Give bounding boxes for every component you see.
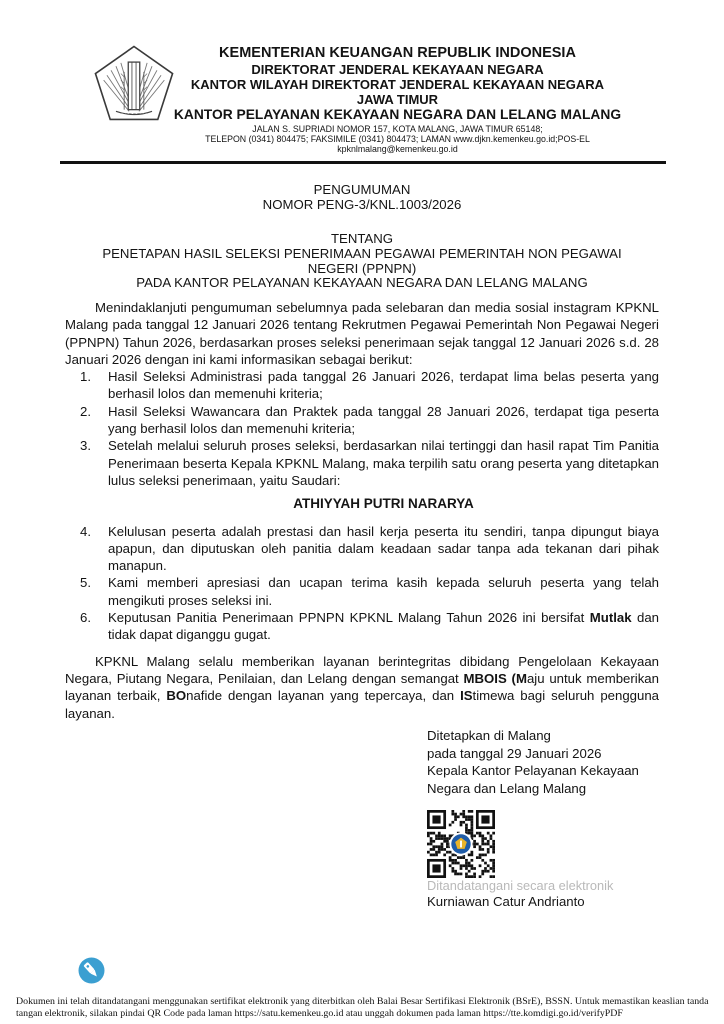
- list-item-text: Kelulusan peserta adalah prestasi dan hasil kerja peserta itu sendiri, tanpa dipungut biaya apapun, dan diputuskan oleh panitia dalam keadaan sadar tanpa ada tekanan dari pihak manapun.: [108, 523, 659, 574]
- list-item: [65, 574, 659, 609]
- signer-name: Kurniawan Catur Andrianto: [427, 893, 585, 909]
- closing-text: aju untuk memberikan layanan terbaik,: [65, 670, 659, 704]
- signer-title: Kepala Kantor Pelayanan Kekayaan: [427, 763, 639, 779]
- esign-note: Ditandatangani secara elektronik: [427, 878, 614, 893]
- closing-bold-is: IS: [460, 688, 473, 704]
- closing-text: nafide dengan layanan yang tepercaya, dan: [186, 688, 461, 704]
- list-item: [65, 437, 659, 489]
- office-name: KANTOR PELAYANAN KEKAYAAN NEGARA DAN LELANG MALANG: [173, 107, 622, 122]
- esign-block: [427, 878, 613, 910]
- list-item-text: Hasil Seleksi Wawancara dan Praktek pada tanggal 28 Januari 2026, terdapat tiga peserta yang berhasil lolos dan memenuhi kriteria;: [108, 403, 659, 437]
- list-item-number: 3.: [80, 438, 91, 454]
- document-body: [65, 299, 659, 722]
- list-item: [65, 403, 659, 438]
- letterhead: [130, 45, 665, 154]
- subject-line: NEGERI (PPNPN): [307, 260, 417, 276]
- signature-date: pada tanggal 29 Januari 2026: [427, 745, 602, 761]
- office-contact: TELEPON (0341) 804475; FAKSIMILE (0341) 804473; LAMAN www.djkn.kemenkeu.go.id;POS-EL: [205, 133, 590, 144]
- item6-text: dan tidak dapat diganggu gugat.: [108, 610, 659, 643]
- office-address: JALAN S. SUPRIADI NOMOR 157, KOTA MALANG, JAWA TIMUR 65148;: [252, 123, 543, 134]
- opening-paragraph: Menindaklanjuti pengumuman sebelumnya pada selebaran dan media sosial instagram KPKNL Malang pada tanggal 12 Januari 2026 tentang Rekrutmen Pegawai Pemerintah Non Pegawai Negeri (PPNPN) Tahun 2026, berdasarkan proses seleksi penerimaan sejak tanggal 12 Januari 2026 s.d. 28 Januari 2026 dengan ini kami informasikan sebagai berikut:: [65, 300, 659, 367]
- list-item-text: Hasil Seleksi Administrasi pada tanggal 26 Januari 2026, terdapat lima belas peserta yang berhasil lolos dan memenuhi kriteria;: [108, 369, 659, 402]
- selected-candidate-name: ATHIYYAH PUTRI NARARYA: [293, 496, 474, 512]
- closing-paragraph: [65, 653, 659, 722]
- about-label: TENTANG: [330, 230, 394, 246]
- footer-disclaimer-line: Dokumen ini telah ditandatangani menggunakan sertifikat elektronik yang diterbitkan oleh Balai Besar Sertifikasi Elektronik (BSrE), BSSN. Untuk memastikan keaslian tanda: [16, 996, 709, 1007]
- closing-bold-mbois: MBOIS (M: [463, 670, 527, 686]
- item6-bold-word: Mutlak: [589, 610, 632, 626]
- regional-office-name: KANTOR WILAYAH DIREKTORAT JENDERAL KEKAYAAN NEGARA: [190, 77, 605, 92]
- list-item: [65, 609, 659, 644]
- signature-block: [427, 727, 639, 797]
- directorate-name: DIREKTORAT JENDERAL KEKAYAAN NEGARA: [251, 62, 544, 77]
- list-item: [65, 523, 659, 575]
- footer-disclaimer-line: tangan elektronik, silakan pindai QR Code pada laman https://satu.kemenkeu.go.id atau unggah dokumen pada laman https://tte.komdigi.go.id/verifyPDF: [16, 1008, 623, 1020]
- signer-title: Negara dan Lelang Malang: [427, 780, 587, 796]
- ministry-name: KEMENTERIAN KEUANGAN REPUBLIK INDONESIA: [219, 45, 576, 61]
- office-email: kpknlmalang@kemenkeu.go.id: [337, 143, 458, 154]
- list-item-number: 2.: [80, 403, 91, 419]
- list-item-text: [108, 609, 659, 644]
- closing-bold-bo: BO: [166, 688, 187, 704]
- doc-number: NOMOR PENG-3/KNL.1003/2026: [262, 196, 462, 212]
- closing-text: KPKNL Malang selalu memberikan layanan berintegritas dibidang Pengelolaan Kekayaan Negara, Piutang Negara, Penilaian, dan Lelang dengan semangat: [65, 653, 659, 686]
- list-item-number: 5.: [80, 575, 91, 591]
- doc-type: PENGUMUMAN: [313, 182, 411, 197]
- province-name: JAWA TIMUR: [356, 92, 439, 107]
- list-item-text: Setelah melalui seluruh proses seleksi, berdasarkan nilai tertinggi dan hasil rapat Tim Panitia Penerimaan beserta Kepala KPKNL Malang, maka terpilih satu orang peserta yang ditetapkan lulus seleksi penerimaan, yaitu Saudari:: [108, 438, 659, 488]
- item6-text: Keputusan Panitia Penerimaan PPNPN KPKNL Malang Tahun 2026 ini bersifat: [108, 610, 590, 626]
- esign-certificate-icon: [78, 957, 105, 984]
- letterhead-divider: [60, 161, 666, 164]
- list-item-number: 6.: [80, 610, 91, 626]
- subject-line: PENETAPAN HASIL SELEKSI PENERIMAAN PEGAWAI PEMERINTAH NON PEGAWAI: [102, 245, 622, 261]
- signature-place: Ditetapkan di Malang: [427, 728, 551, 743]
- list-item-number: 1.: [80, 369, 91, 385]
- document-title-block: [65, 183, 659, 291]
- qr-code: [427, 810, 495, 878]
- footer-disclaimer: [16, 996, 716, 1021]
- list-item-text: Kami memberi apresiasi dan ucapan terima kasih kepada seluruh peserta yang telah mengikuti proses seleksi ini.: [108, 575, 659, 608]
- closing-text: timewa bagi seluruh pengguna layanan.: [65, 688, 659, 721]
- list-item: [65, 368, 659, 403]
- subject-line: PADA KANTOR PELAYANAN KEKAYAAN NEGARA DAN LELANG MALANG: [136, 275, 588, 291]
- list-item-number: 4.: [80, 523, 91, 539]
